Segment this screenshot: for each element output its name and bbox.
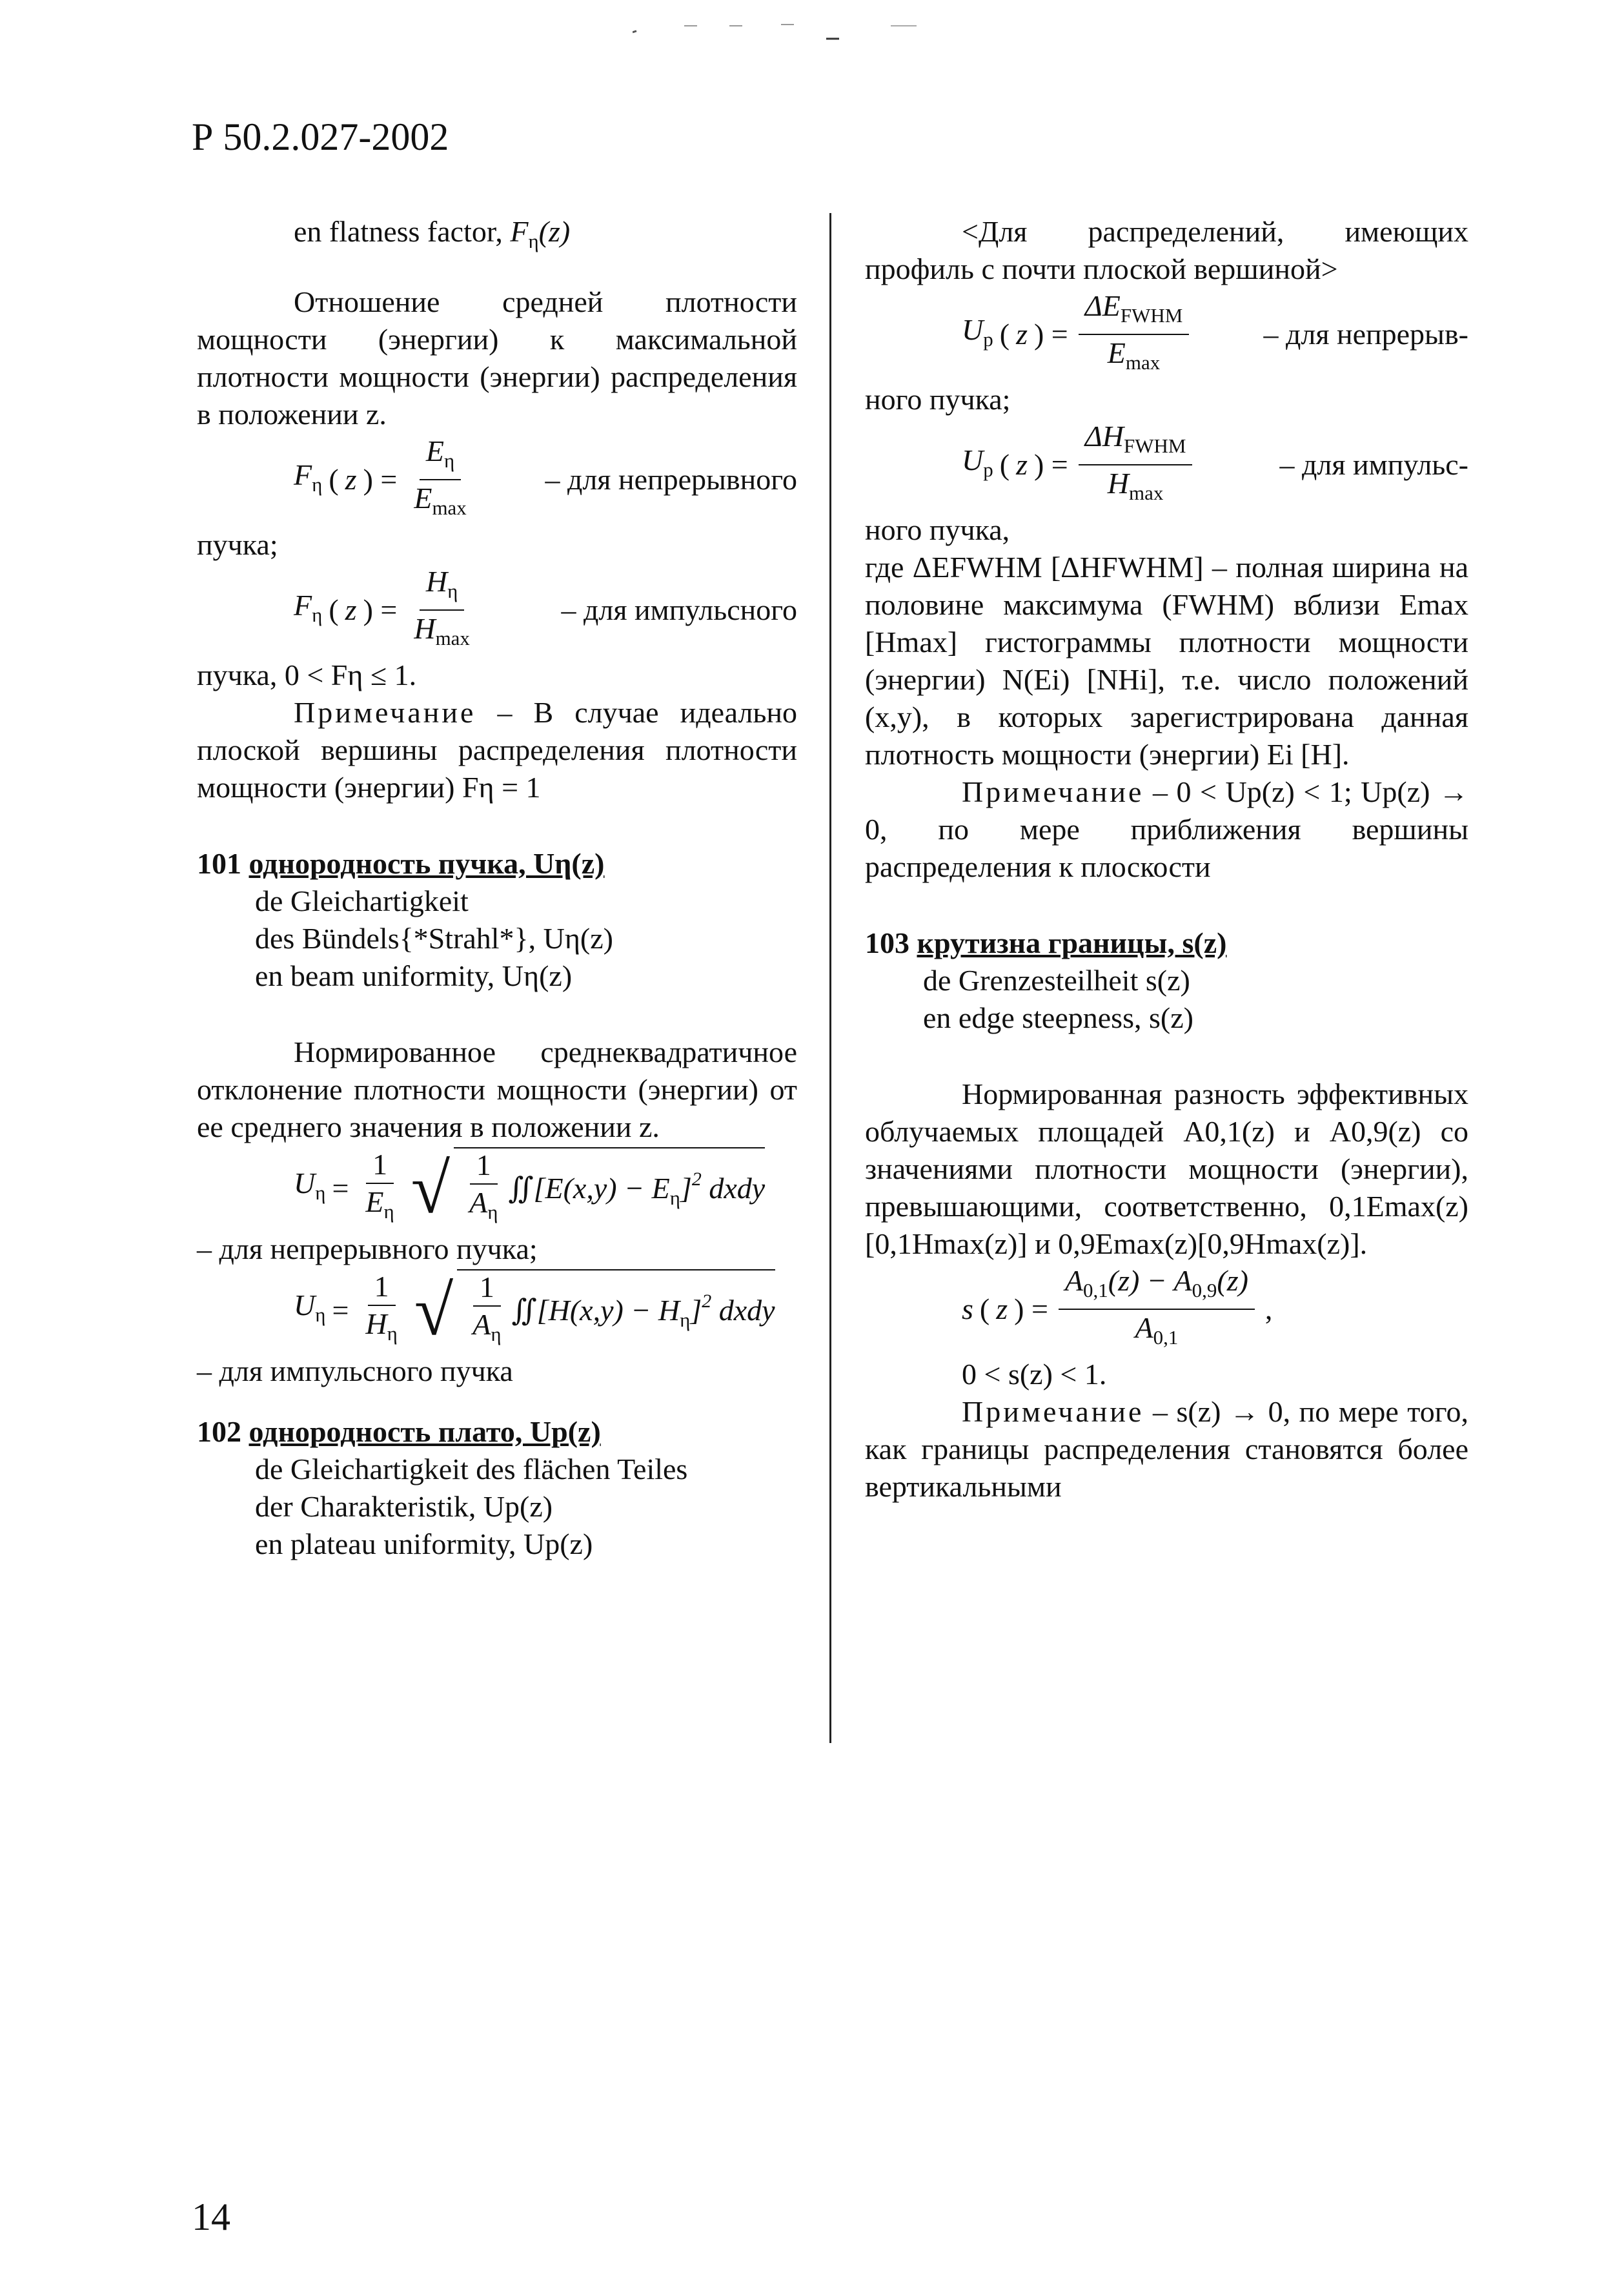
steepness-note: Примечание – s(z) → 0, по мере того, как границы распределения становятся более вертикальными (865, 1395, 1468, 1503)
term-101-definition: Нормированное среднеквадратичное отклонение плотности мощности (энергии) от ее среднего значения в положении z. (197, 1035, 797, 1143)
flatness-en-entry: en flatness factor, $F_\eta(z)$ (294, 215, 571, 252)
uniformity-pulsed-caption: – для импульсного пучка (197, 1354, 513, 1387)
plateau-pulsed-tail: ного пучка, (865, 513, 1010, 546)
term-102-en: en plateau uniformity, Up(z) (255, 1527, 593, 1560)
term-103-definition: Нормированная разность эффективных облучаемых площадей A0,1(z) и A0,9(z) со значениями плотности мощности (энергии), превышающими, соответственно, 0,1Emax(z)[0,1Hmax(z)] и 0,9Emax(z)[0,9Hmax(z)]. (865, 1077, 1468, 1260)
term-103-heading: 103 крутизна границы, s(z) (865, 926, 1227, 959)
flatness-formula-pulsed: $F_\eta$ ( z ) = $\frac{H_\eta}{H_{max}}$ – для импульсного (294, 565, 797, 649)
term-101-en: en beam uniformity, Uη(z) (255, 959, 573, 992)
uniformity-formula-pulsed: $U_\eta$ = $\frac{1}{H_\eta}$ √ $\frac{1}{A_\eta}$ ∬[H(x,y) − $H_\eta]^2$ dxdy (197, 1269, 797, 1351)
term-103-en: en edge steepness, s(z) (923, 1001, 1193, 1034)
term-101-de-2: des Bündels{*Strahl*}, Uη(z) (255, 922, 613, 955)
steepness-range: 0 < s(z) < 1. (962, 1358, 1107, 1391)
term-102-heading: 102 однородность плато, Up(z) (197, 1415, 601, 1448)
page-number: 14 (192, 2196, 230, 2238)
plateau-intro: <Для распределений, имеющих профиль с почти плоской вершиной> (865, 215, 1468, 285)
plateau-formula-pulsed: $U_p$ ( z ) = $\frac{\Delta H_{FWHM}}{H_{max}}$ – для импульс- (962, 420, 1468, 504)
flatness-formula-continuous: $F_\eta$ ( z ) = $\frac{E_\eta}{E_{max}}$ – для непрерывного (294, 434, 797, 519)
plateau-formula-continuous: $U_p$ ( z ) = $\frac{\Delta E_{FWHM}}{E_{max}}$ – для непрерыв- (962, 289, 1468, 374)
plateau-note: Примечание – 0 < Up(z) < 1; Up(z) → 0, по мере приближения вершины распределения к плоскости (865, 775, 1468, 883)
document-number: Р 50.2.027-2002 (192, 116, 449, 158)
left-column (197, 213, 797, 1563)
right-column (865, 213, 1468, 1505)
uniformity-continuous-caption: – для непрерывного пучка; (197, 1232, 538, 1265)
flatness-continuous-tail: пучка; (197, 528, 278, 561)
uniformity-formula-continuous: $U_\eta$ = $\frac{1}{E_\eta}$ √ $\frac{1}{A_\eta}$ ∬[E(x,y) − $E_\eta]^2$ dxdy (197, 1147, 797, 1229)
flatness-pulsed-tail: пучка, 0 < Fη ≤ 1. (197, 658, 417, 691)
term-103-de: de Grenzesteilheit s(z) (923, 964, 1190, 997)
flatness-note: Примечание – В случае идеально плоской вершины распределения плотности мощности (энергии) Fη = 1 (197, 696, 797, 804)
scan-specks (633, 18, 929, 44)
term-102-de-2: der Charakteristik, Up(z) (255, 1490, 553, 1523)
plateau-where-explanation: где ΔEFWHM [ΔHFWHM] – полная ширина на половине максимума (FWHM) вблизи Emax [Hmax] гистограммы плотности мощности (энергии) N(Ei) [NHi], т.е. число положений (x,y), в которых зарегистрирована данная плотность мощности (энергии) Ei [H]. (865, 551, 1468, 771)
term-101-heading: 101 однородность пучка, Uη(z) (197, 847, 605, 880)
steepness-formula: s ( z ) = $\frac{A_{0,1}(z) - A_{0,9}(z)}{A_{0,1}}$ , (962, 1264, 1273, 1349)
flatness-definition: Отношение средней плотности мощности (энергии) к максимальной плотности мощности (энергии) распределения в положении z. (197, 285, 797, 431)
term-101-de-1: de Gleichartigkeit (255, 884, 469, 917)
plateau-continuous-tail: ного пучка; (865, 383, 1011, 416)
term-102-de-1: de Gleichartigkeit des flächen Teiles (255, 1453, 688, 1485)
column-divider (829, 213, 831, 1743)
